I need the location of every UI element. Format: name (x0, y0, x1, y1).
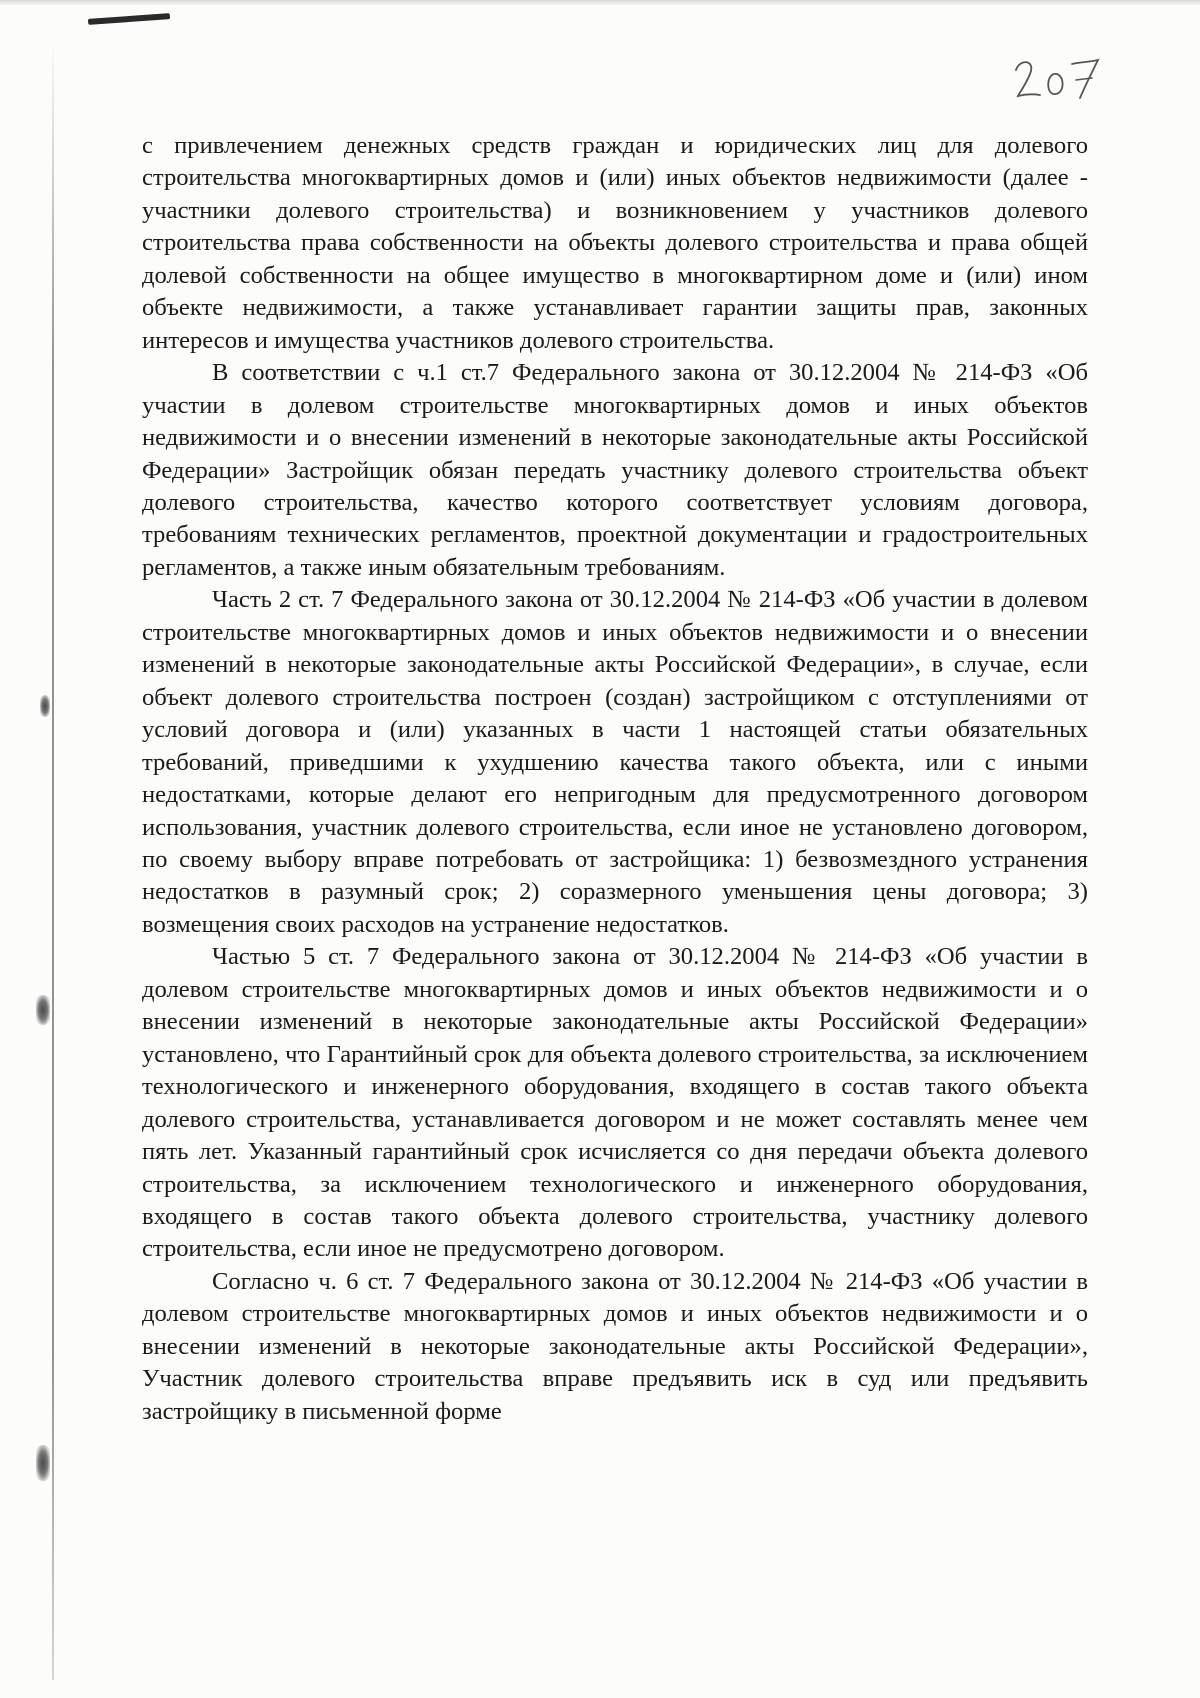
handwritten-page-number (1010, 50, 1100, 102)
paragraph-article-7-part-6: Согласно ч. 6 ст. 7 Федерального закона от 30.12.2004 № 214-ФЗ «Об участии в долевом строительстве многоквартирных домов и иных объектов недвижимости и о внесении изменений в некоторые законодательные акты Российской Федерации», Участник долевого строительства вправе предъявить иск в суд или предъявить застройщику в письменной форме (142, 1267, 1088, 1425)
paragraph-article-7-part-2: Часть 2 ст. 7 Федерального закона от 30.12.2004 № 214-ФЗ «Об участии в долевом строительстве многоквартирных домов и иных объектов недвижимости и о внесении изменений в некоторые законодательные акты Российской Федерации», в случае, если объект долевого строительства построен (создан) застройщиком с отступлениями от условий договора и (или) указанных в части 1 настоящей статьи обязательных требований, приведшими к ухудшению качества такого объекта, или с иными недостатками, которые делают его непригодным для предусмотренного договором использования, участник долевого строительства, если иное не установлено договором, по своему выбору вправе потребовать от застройщика: 1) безвозмездного устранения недостатков в разумный срок; 2) соразмерного уменьшения цены договора; 3) возмещения своих расходов на устранение недостатков. (142, 586, 1088, 938)
paragraph-article-7-part-1: В соответствии с ч.1 ст.7 Федерального закона от 30.12.2004 № 214-ФЗ «Об участии в долевом строительстве многоквартирных домов и иных объектов недвижимости и о внесении изменений в некоторые законодательные акты Российской Федерации» Застройщик обязан передать участнику долевого строительства объект долевого строительства, качество которого соответствует условиям договора, требованиям технических регламентов, проектной документации и градостроительных регламентов, а также иным обязательным требованиям. (142, 359, 1088, 581)
document-body (142, 130, 1088, 1428)
punch-hole (36, 995, 50, 1025)
paragraph-article-7-part-5: Частью 5 ст. 7 Федерального закона от 30.12.2004 № 214-ФЗ «Об участии в долевом строительстве многоквартирных домов и иных объектов недвижимости и о внесении изменений в некоторые законодательные акты Российской Федерации» установлено, что Гарантийный срок для объекта долевого строительства, за исключением технологического и инженерного оборудования, входящего в состав такого объекта долевого строительства, устанавливается договором и не может составлять менее чем пять лет. Указанный гарантийный срок исчисляется со дня передачи объекта долевого строительства, за исключением технологического и инженерного оборудования, входящего в состав такого объекта долевого строительства, участнику долевого строительства, если иное не предусмотрено договором. (142, 943, 1088, 1263)
handwritten-page-number-drawing (1010, 50, 1100, 102)
punch-hole (40, 695, 50, 717)
paragraph-continuation: с привлечением денежных средств граждан и юридических лиц для долевого строительства многоквартирных домов и (или) иных объектов недвижимости (далее - участники долевого строительства) и возникновением у участников долевого строительства права собственности на объекты долевого строительства и права общей долевой собственности на общее имущество в многоквартирном доме и (или) ином объекте недвижимости, а также устанавливает гарантии защиты прав, законных интересов и имущества участников долевого строительства. (142, 132, 1088, 354)
punch-hole (36, 1445, 50, 1481)
scan-top-edge (0, 0, 1200, 6)
corner-mark (88, 13, 170, 25)
binding-line (52, 40, 54, 1680)
